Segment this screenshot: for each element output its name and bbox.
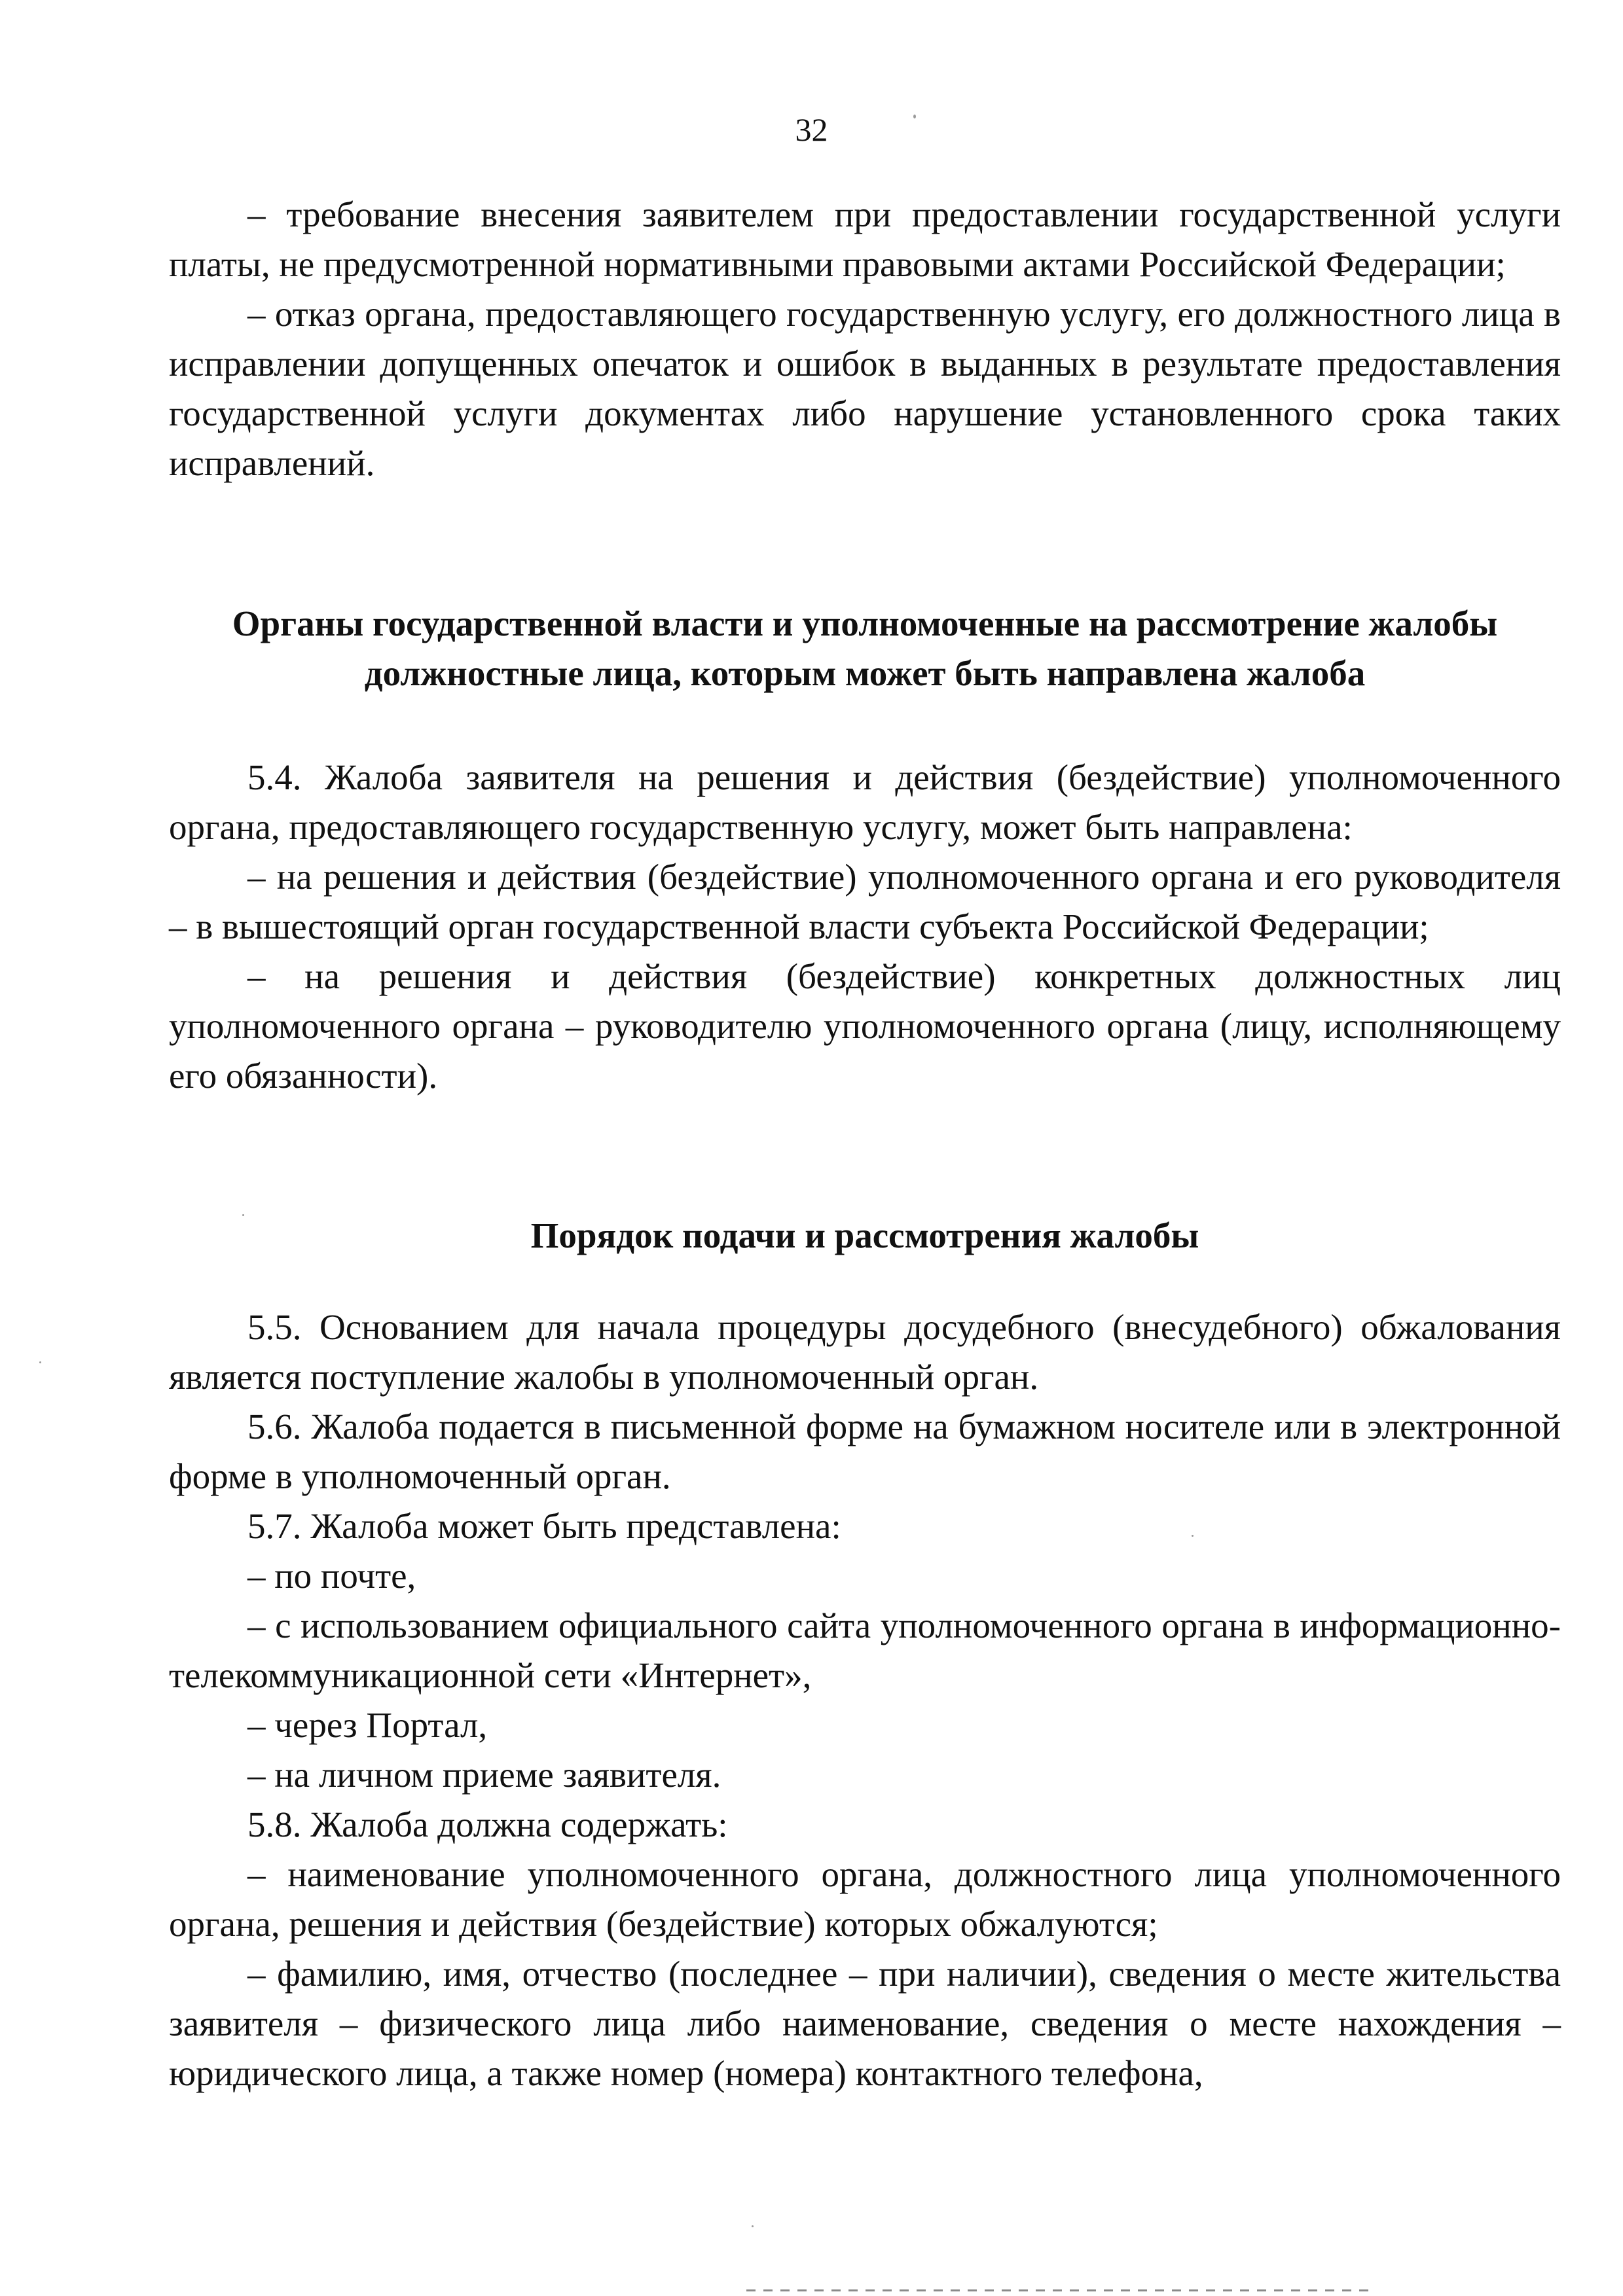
paragraph: 5.7. Жалоба может быть представлена: (247, 1506, 841, 1546)
page-number: 32 (795, 111, 828, 148)
heading-line: Органы государственной власти и уполномоченные на рассмотрение жалобы (232, 603, 1498, 643)
section-heading-authorities (169, 599, 1561, 698)
scan-speck (913, 115, 916, 118)
section-procedure-body (169, 1302, 1561, 2098)
list-item: – через Портал, (247, 1705, 488, 1745)
scan-speck (752, 2225, 754, 2227)
list-item: – с использованием официального сайта уполномоченного органа в информационно-телекоммуникационной сети «Интернет», (169, 1605, 1561, 1695)
list-item: – на решения и действия (бездействие) уполномоченного органа и его руководителя – в вышестоящий орган государственной власти субъекта Российской Федерации; (169, 857, 1561, 946)
scan-speck (1192, 1535, 1194, 1537)
list-item: – фамилию, имя, отчество (последнее – при наличии), сведения о месте жительства заявителя – физического лица либо наименование, сведения о месте нахождения – юридического лица, а также номер (номера) контактного телефона, (169, 1954, 1561, 2093)
list-item: – требование внесения заявителем при предоставлении государственной услуги платы, не предусмотренной нормативными правовыми актами Российской Федерации; (169, 194, 1561, 284)
list-item: – наименование уполномоченного органа, должностного лица уполномоченного органа, решения и действия (бездействие) которых обжалуются; (169, 1854, 1561, 1944)
list-item: – на личном приеме заявителя. (247, 1755, 721, 1795)
bottom-scan-line (746, 2289, 1375, 2291)
heading-line: должностные лица, которым может быть направлена жалоба (364, 653, 1366, 693)
list-item: – по почте, (247, 1556, 416, 1596)
heading-line: Порядок подачи и рассмотрения жалобы (530, 1215, 1199, 1255)
top-list (169, 190, 1561, 488)
paragraph: 5.5. Основанием для начала процедуры досудебного (внесудебного) обжалования является поступление жалобы в уполномоченный орган. (169, 1307, 1561, 1397)
scan-speck (242, 1214, 244, 1216)
scan-speck (39, 1361, 41, 1363)
paragraph: 5.8. Жалоба должна содержать: (247, 1804, 728, 1844)
list-item: – отказ органа, предоставляющего государственную услугу, его должностного лица в исправлении допущенных опечаток и ошибок в выданных в результате предоставления государственной услуги документах либо нарушение установленного срока таких исправлений. (169, 294, 1561, 483)
paragraph: 5.4. Жалоба заявителя на решения и действия (бездействие) уполномоченного органа, предоставляющего государственную услугу, может быть направлена: (169, 757, 1561, 847)
section-heading-procedure (169, 1211, 1561, 1261)
paragraph: 5.6. Жалоба подается в письменной форме на бумажном носителе или в электронной форме в уполномоченный орган. (169, 1407, 1561, 1496)
list-item: – на решения и действия (бездействие) конкретных должностных лиц уполномоченного органа – руководителю уполномоченного органа (лицу, исполняющему его обязанности). (169, 956, 1561, 1096)
section-authorities-body (169, 753, 1561, 1101)
